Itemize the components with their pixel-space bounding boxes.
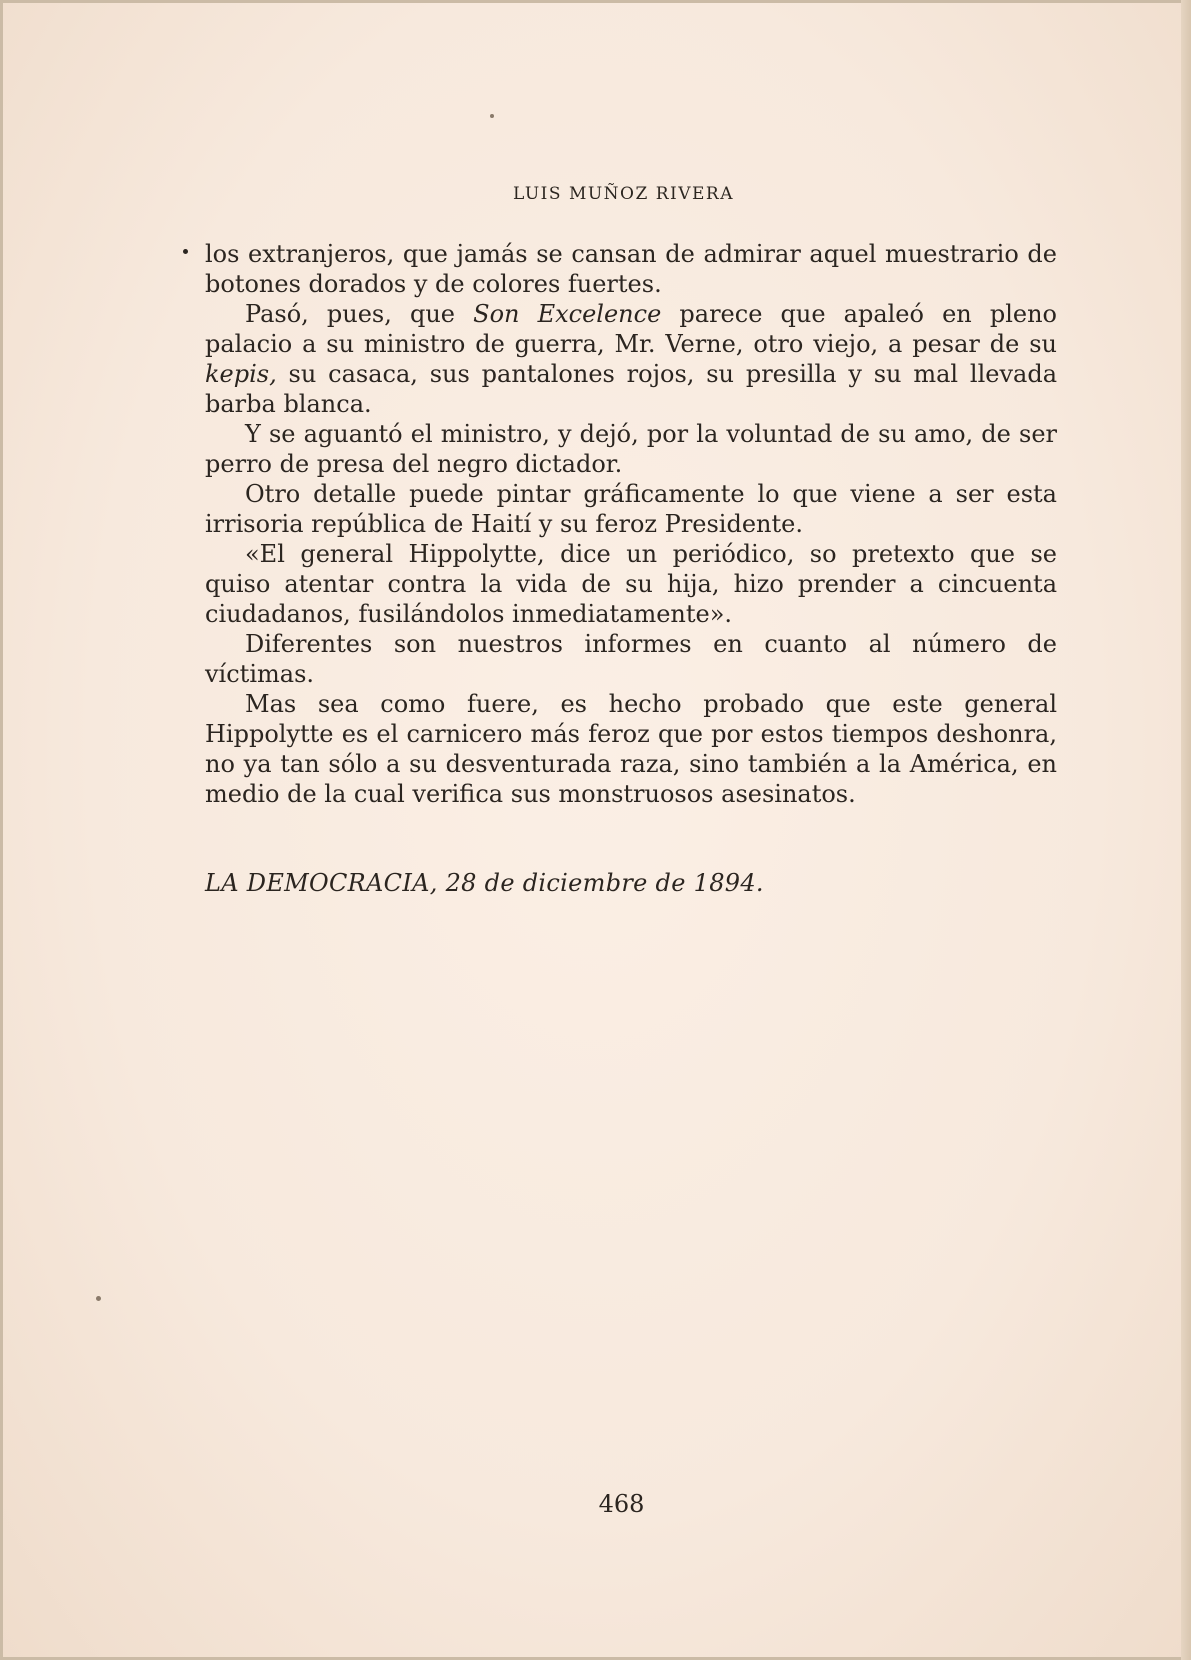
paragraph-2-italic-a: Son Excelence	[473, 300, 662, 328]
page-edge	[1181, 0, 1191, 1660]
paragraph-7: Mas sea como fuere, es hecho probado que este general Hippolytte es el carnicero más feroz que por estos tiempos deshonra, no ya tan sólo a su desventurada raza, sino también a la América, en medio de la cual verifica sus monstruosos asesinatos.	[205, 690, 1057, 808]
paragraph-2-italic-b: kepis,	[205, 360, 277, 388]
margin-dot-mark	[183, 249, 188, 254]
article-body	[205, 239, 1057, 809]
paragraph-2-text-b: parece que apaleó en pleno palacio a su ministro de guerra, Mr. Verne, otro viejo, a pesar de su	[205, 300, 1058, 358]
paper-speck	[490, 114, 494, 118]
paper-speck	[96, 1296, 101, 1301]
paragraph-5: «El general Hippolytte, dice un periódico, so pretexto que se quiso atentar contra la vida de su hija, hizo prender a cincuenta ciudadanos, fusilándolos inmediatamente».	[205, 540, 1057, 628]
page-number: 468	[598, 1490, 645, 1518]
paragraph-2	[205, 299, 1057, 419]
source-signoff: LA DEMOCRACIA, 28 de diciembre de 1894.	[205, 869, 764, 897]
paragraph-4: Otro detalle puede pintar gráficamente lo que viene a ser esta irrisoria república de Haití y su feroz Presidente.	[205, 480, 1057, 538]
running-header: LUIS MUÑOZ RIVERA	[513, 184, 734, 204]
paragraph-6: Diferentes son nuestros informes en cuanto al número de víctimas.	[205, 630, 1057, 688]
paragraph-3: Y se aguantó el ministro, y dejó, por la voluntad de su amo, de ser perro de presa del negro dictador.	[205, 420, 1057, 478]
paragraph-1: los extranjeros, que jamás se cansan de admirar aquel muestrario de botones dorados y de colores fuertes.	[205, 240, 1057, 298]
paragraph-2-text-c: su casaca, sus pantalones rojos, su presilla y su mal llevada barba blanca.	[205, 360, 1057, 418]
paragraph-2-text-a: Pasó, pues, que	[245, 300, 474, 328]
